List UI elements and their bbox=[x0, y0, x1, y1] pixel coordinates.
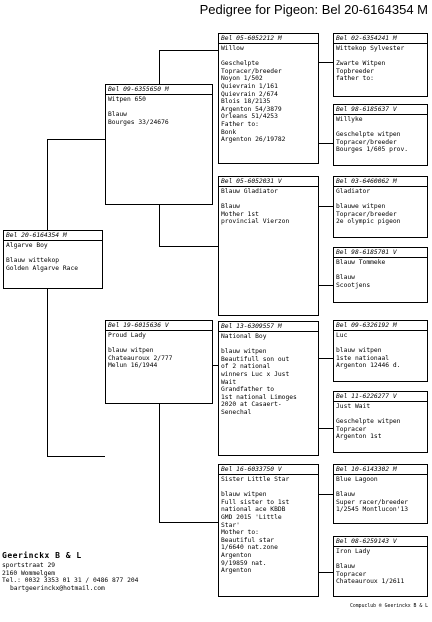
connector-line bbox=[159, 404, 160, 522]
pigeon-name: Witpen 650 bbox=[108, 96, 146, 103]
connector-line bbox=[319, 285, 333, 286]
pigeon-name: Blauw Tommeke bbox=[336, 259, 386, 266]
dam-sire-dam-box bbox=[333, 391, 428, 453]
detail-line: blauw witpen bbox=[108, 347, 154, 355]
detail-line: Blauw wittekop bbox=[6, 257, 60, 265]
detail-line: Blauw bbox=[336, 563, 355, 571]
detail-line bbox=[336, 340, 425, 348]
detail-line bbox=[221, 341, 316, 349]
breeder-name: Geerinckx B & L bbox=[2, 551, 82, 560]
ring-number: Bel 05-6052212 M bbox=[219, 34, 318, 44]
detail-line: 1/6640 nat.zone bbox=[221, 544, 278, 552]
ring-number: Bel 13-6309557 M bbox=[219, 322, 318, 332]
detail-line: Topracer/breeder bbox=[221, 67, 282, 75]
pigeon-name: Luc bbox=[336, 332, 348, 339]
detail-line: Blois 18/2135 bbox=[221, 98, 271, 106]
detail-line: provincial Vierzon bbox=[221, 218, 290, 226]
pigeon-details bbox=[219, 341, 318, 417]
connector-line bbox=[319, 62, 333, 63]
pigeon-name: Sister Little Star bbox=[221, 476, 290, 483]
breeder-email: bartgeerinckx@hotmail.com bbox=[10, 585, 105, 593]
detail-line: Wait bbox=[221, 378, 237, 386]
detail-line bbox=[221, 484, 316, 492]
detail-line: Beautifull son out bbox=[221, 355, 290, 363]
detail-line: GMD 2015 'Little bbox=[221, 513, 282, 521]
pigeon-details bbox=[334, 267, 427, 290]
detail-line bbox=[336, 484, 425, 492]
detail-line bbox=[221, 196, 316, 204]
sire-dam-dam-box bbox=[333, 247, 428, 303]
pigeon-name: Blauw Gladiator bbox=[221, 188, 278, 195]
detail-line bbox=[336, 267, 425, 275]
detail-line: Blauw bbox=[336, 491, 355, 499]
detail-line bbox=[108, 104, 210, 112]
detail-line: Bourges 1/605 prov. bbox=[336, 146, 409, 154]
page-title: Pedigree for Pigeon: Bel 20-6164354 M bbox=[199, 2, 428, 17]
detail-line bbox=[108, 340, 210, 348]
detail-line: Argenton 1st bbox=[336, 433, 382, 441]
pigeon-details bbox=[106, 104, 212, 127]
detail-line: Topracer bbox=[336, 570, 367, 578]
ring-number: Bel 98-6185701 V bbox=[334, 248, 427, 258]
connector-line bbox=[159, 246, 218, 247]
detail-line: 1st national Limoges bbox=[221, 393, 297, 401]
ring-number: Bel 16-6033750 V bbox=[219, 465, 318, 475]
connector-line bbox=[47, 456, 105, 457]
detail-line bbox=[336, 556, 425, 564]
detail-line: Melun 16/1944 bbox=[108, 362, 158, 370]
detail-line: national ace KBDB bbox=[221, 506, 286, 514]
dam-sire-sire-box bbox=[333, 320, 428, 382]
sire-sire-dam-box bbox=[333, 104, 428, 166]
connector-line bbox=[319, 358, 333, 359]
detail-line: Topbreeder bbox=[336, 67, 374, 75]
detail-line: 2020 at Casaert- bbox=[221, 401, 282, 409]
pigeon-details bbox=[334, 484, 427, 514]
sire-box bbox=[105, 84, 213, 205]
pigeon-name: Iron Lady bbox=[336, 548, 371, 555]
detail-line: Orleans 51/4253 bbox=[221, 113, 278, 121]
detail-line: Bourges 33/24676 bbox=[108, 118, 169, 126]
pigeon-details bbox=[334, 124, 427, 154]
detail-line: Golden Algarve Race bbox=[6, 264, 79, 272]
ring-number: Bel 10-6143302 M bbox=[334, 465, 427, 475]
detail-line: blauw witpen bbox=[336, 347, 382, 355]
ring-number: Bel 03-6460062 M bbox=[334, 177, 427, 187]
detail-line: Quievrain 1/161 bbox=[221, 82, 278, 90]
breeder-phone: Tel.: 0032 3353 01 31 / 0486 877 204 bbox=[2, 577, 139, 585]
sire-sire-sire-box bbox=[333, 33, 428, 97]
detail-line: Mother to: bbox=[221, 529, 259, 537]
detail-line: father to: bbox=[336, 75, 374, 83]
ring-number: Bel 08-6259143 V bbox=[334, 537, 427, 547]
detail-line: Argenton 54/3879 bbox=[221, 105, 282, 113]
sire-sire-box bbox=[218, 33, 319, 164]
detail-line: Topracer/breeder bbox=[336, 138, 397, 146]
connector-line bbox=[319, 428, 333, 429]
dam-box bbox=[105, 320, 213, 404]
connector-line bbox=[159, 50, 160, 84]
detail-line: Super racer/breeder bbox=[336, 498, 409, 506]
detail-line bbox=[221, 53, 316, 61]
sire-dam-box bbox=[218, 176, 319, 316]
detail-line: Argenton 12446 d. bbox=[336, 362, 401, 370]
detail-line: Grandfather to bbox=[221, 386, 275, 394]
detail-line: Scootjens bbox=[336, 281, 371, 289]
pigeon-details bbox=[106, 340, 212, 370]
detail-line: Geschelpte witpen bbox=[336, 418, 401, 426]
detail-line: Blauw bbox=[336, 274, 355, 282]
connector-line bbox=[159, 50, 218, 51]
detail-line: Argenton bbox=[221, 551, 252, 559]
detail-line: 1/2545 Montlucon'13 bbox=[336, 506, 409, 514]
detail-line: blauw witpen bbox=[221, 491, 267, 499]
dam-dam-sire-box bbox=[333, 464, 428, 524]
pigeon-name: Just Wait bbox=[336, 403, 371, 410]
dam-dam-dam-box bbox=[333, 536, 428, 597]
detail-line: Bonk bbox=[221, 128, 237, 136]
sire-dam-sire-box bbox=[333, 176, 428, 238]
connector-line bbox=[47, 139, 48, 230]
detail-line: 2e olympic pigeon bbox=[336, 218, 401, 226]
pigeon-name: Gladiator bbox=[336, 188, 371, 195]
connector-line bbox=[47, 289, 48, 456]
pigeon-details bbox=[219, 484, 318, 575]
connector-line bbox=[319, 143, 333, 144]
dam-dam-box bbox=[218, 464, 319, 597]
breeder-street: sportstraat 29 bbox=[2, 561, 56, 569]
pigeon-details bbox=[334, 196, 427, 226]
detail-line bbox=[336, 411, 425, 419]
detail-line: Argenton bbox=[221, 567, 252, 575]
pigeon-name: Willyke bbox=[336, 116, 363, 123]
pigeon-name: Proud Lady bbox=[108, 332, 146, 339]
detail-line: Zwarte Witpen bbox=[336, 60, 386, 68]
connector-line bbox=[159, 205, 160, 246]
detail-line: Blauw bbox=[108, 111, 127, 119]
detail-line: Beautiful star bbox=[221, 536, 275, 544]
detail-line bbox=[6, 250, 100, 258]
pigeon-details bbox=[219, 196, 318, 226]
detail-line: Topracer bbox=[336, 425, 367, 433]
detail-line bbox=[336, 53, 425, 61]
ring-number: Bel 20-6164354 M bbox=[4, 231, 102, 241]
ring-number: Bel 02-6354241 M bbox=[334, 34, 427, 44]
detail-line: 9/19859 nat. bbox=[221, 559, 267, 567]
pigeon-details bbox=[334, 411, 427, 441]
ring-number: Bel 09-6326192 M bbox=[334, 321, 427, 331]
detail-line: Geschelpte witpen bbox=[336, 131, 401, 139]
detail-line: Quievrain 2/674 bbox=[221, 90, 278, 98]
dam-sire-box bbox=[218, 321, 319, 456]
connector-line bbox=[319, 572, 333, 573]
breeder-info bbox=[2, 552, 138, 593]
connector-line bbox=[47, 139, 105, 140]
detail-line: of 2 national bbox=[221, 363, 271, 371]
ring-number: Bel 11-6226277 V bbox=[334, 392, 427, 402]
pigeon-name: National Boy bbox=[221, 333, 267, 340]
detail-line: Senechal bbox=[221, 408, 252, 416]
detail-line: winners Luc x Just bbox=[221, 370, 290, 378]
detail-line: Topracer/breeder bbox=[336, 210, 397, 218]
ring-number: Bel 19-6015636 V bbox=[106, 321, 212, 331]
pigeon-details bbox=[334, 556, 427, 586]
connector-line bbox=[319, 206, 333, 207]
ring-number: Bel 98-6185637 V bbox=[334, 105, 427, 115]
pigeon-details bbox=[219, 53, 318, 144]
detail-line: blauw witpen bbox=[221, 348, 267, 356]
detail-line: Geschelpte bbox=[221, 60, 259, 68]
breeder-city: 2160 Wommelgem bbox=[2, 569, 56, 577]
detail-line: Full sister to 1st bbox=[221, 498, 290, 506]
detail-line bbox=[336, 124, 425, 132]
detail-line: Argenton 26/19782 bbox=[221, 136, 286, 144]
connector-line bbox=[159, 522, 218, 523]
connector-line bbox=[319, 494, 333, 495]
detail-line: Father to: bbox=[221, 120, 259, 128]
detail-line: Chateauroux 2/777 bbox=[108, 354, 173, 362]
ring-number: Bel 09-6355650 M bbox=[106, 85, 212, 95]
pigeon-name: Wittekop Sylvester bbox=[336, 45, 405, 52]
detail-line: Blauw bbox=[221, 203, 240, 211]
ring-number: Bel 05-6052031 V bbox=[219, 177, 318, 187]
pigeon-name: Blue Lagoon bbox=[336, 476, 378, 483]
pigeon-name: Willow bbox=[221, 45, 244, 52]
detail-line: 1ste nationaal bbox=[336, 354, 390, 362]
detail-line: Mother 1st bbox=[221, 210, 259, 218]
detail-line: Star' bbox=[221, 521, 240, 529]
detail-line: Noyon 1/502 bbox=[221, 75, 263, 83]
pigeon-details bbox=[4, 250, 102, 273]
detail-line: Chateauroux 1/2611 bbox=[336, 578, 405, 586]
pigeon-details bbox=[334, 53, 427, 83]
footer-credit: Compuclub ® Geerinckx B & L bbox=[350, 604, 428, 609]
pigeon-details bbox=[334, 340, 427, 370]
subject-pigeon-box bbox=[3, 230, 103, 289]
detail-line bbox=[336, 196, 425, 204]
detail-line: blauwe witpen bbox=[336, 203, 386, 211]
pigeon-name: Algarve Boy bbox=[6, 242, 48, 249]
